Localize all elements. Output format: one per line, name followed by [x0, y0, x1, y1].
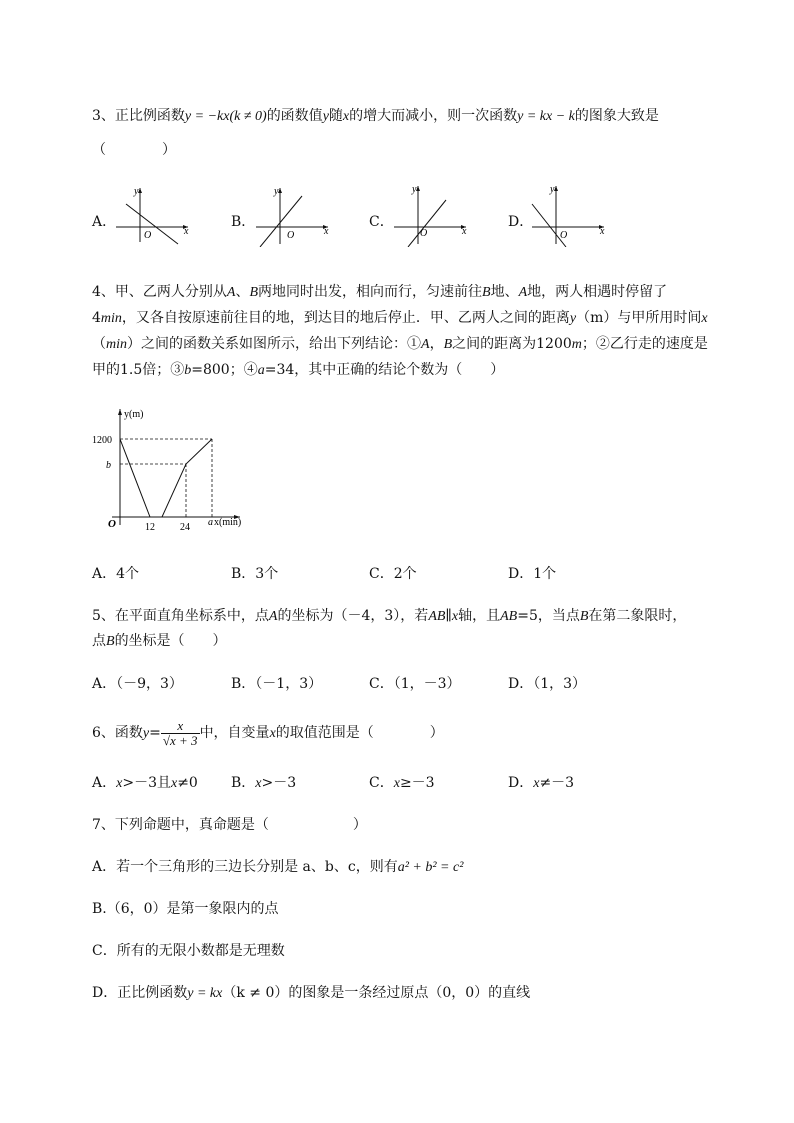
q4-line-3: （min）之间的函数关系如图所示，给出下列结论：①A，B之间的距离为1200m；②乙行走的速度是	[92, 336, 708, 352]
q3-paren: （ ）	[92, 142, 176, 158]
q6-option-d: D．x≠－3	[508, 775, 575, 791]
q4-option-a: A．4个	[92, 566, 140, 582]
q6-option-a: A．x>－3且x≠0	[92, 775, 198, 791]
q3-option-d-graph	[528, 182, 608, 247]
axis-x-label: x	[600, 226, 605, 237]
q4-option-b: B．3个	[231, 566, 279, 582]
q4-graph-xtick-24: 24	[180, 522, 190, 533]
axis-y-label: y	[134, 186, 139, 197]
q7-option-d: D．正比例函数y = kx（k ≠ 0）的图象是一条经过原点（0，0）的直线	[92, 985, 531, 1001]
q5-option-b: B．（－1，3）	[231, 676, 323, 692]
axis-y-label: y	[274, 186, 279, 197]
q4-graph-ytick-1200: 1200	[92, 435, 112, 446]
q3-expr-proportional: y = −kx(k ≠ 0)	[184, 109, 267, 124]
q4-option-d: D．1个	[508, 566, 557, 582]
q4-graph-ytick-b: b	[106, 460, 111, 471]
q4-line-2: 4min，又各自按原速前往目的地，到达目的地后停止．甲、乙两人之间的距离y（m）与甲所用时间x	[92, 310, 708, 326]
axis-x-label: x	[184, 226, 189, 237]
q5-line-2: 点B的坐标是（ ）	[92, 633, 227, 649]
q5-option-a: A．（－9，3）	[92, 676, 183, 692]
origin-label: O	[287, 230, 295, 241]
q7-option-c: C．所有的无限小数都是无理数	[92, 943, 285, 959]
q5-option-c: C．（1，－3）	[369, 676, 461, 692]
q3-expr-linear: y = kx − k	[517, 109, 575, 124]
q4-line-4: 甲的1.5倍；③b=800；④a=34，其中正确的结论个数为（ ）	[92, 362, 505, 378]
q3-text: 的函数值	[266, 108, 323, 124]
axis-x-label: x	[462, 226, 467, 237]
q7-stem: 7、下列命题中，真命题是（ ）	[92, 817, 367, 833]
q3-stem	[92, 106, 659, 127]
axis-x-label: x	[324, 226, 329, 237]
q4-option-c: C．2个	[369, 566, 417, 582]
origin-label: O	[560, 230, 568, 241]
q3-option-c-graph	[390, 182, 470, 247]
q3-text: 的增大而减小，则一次函数	[349, 108, 518, 124]
axis-y-label: y	[412, 184, 417, 195]
origin-label: O	[420, 228, 428, 239]
q6-option-b: B．x>－3	[231, 775, 297, 791]
q3-option-a-label: A．	[92, 214, 117, 230]
q3-text: 的图象大致是	[574, 108, 659, 124]
q4-graph-xtick-12: 12	[145, 522, 155, 533]
q6-stem: 6、函数y= $\frac{x}{√x + 3}$ 中，自变量x的取值范围是（ ）	[92, 717, 444, 748]
q3-option-c-label: C．	[369, 214, 394, 230]
q4-graph-xlabel: x(min)	[214, 517, 242, 528]
q4-graph	[90, 405, 260, 535]
q6-option-c: C．x≥－3	[369, 775, 435, 791]
q7-option-b: B.（6，0）是第一象限内的点	[92, 901, 279, 917]
q7-option-a: A．若一个三角形的三边长分别是 a、b、c，则有a² + b² = c²	[92, 859, 464, 875]
q3-text: 3、正比例函数	[92, 108, 185, 124]
q4-graph-origin: O	[108, 518, 116, 530]
q3-option-b-graph	[252, 182, 332, 247]
q3-option-b-label: B．	[231, 214, 256, 230]
q3-var-y: y	[322, 109, 329, 124]
q3-option-a-graph	[112, 182, 192, 247]
q4-graph-xtick-a: a	[208, 517, 213, 528]
q3-text: 随	[328, 108, 343, 124]
origin-label: O	[144, 230, 152, 241]
q6-fraction: $\frac{x}{√x + 3}$	[162, 717, 198, 748]
q5-line-1: 5、在平面直角坐标系中，点A的坐标为（－4，3），若AB∥x轴，且AB=5，当点B在第二象限时，	[92, 608, 687, 624]
q5-option-d: D．（1，3）	[508, 676, 587, 692]
q3-var-x: x	[342, 109, 350, 124]
q4-graph-ylabel: y(m)	[124, 409, 144, 420]
q3-option-d-label: D．	[508, 214, 534, 230]
q4-line-1: 4、甲、乙两人分别从A、B两地同时出发，相向而行，匀速前往B地、A地，两人相遇时停留了	[92, 284, 668, 300]
axis-y-label: y	[550, 184, 555, 195]
